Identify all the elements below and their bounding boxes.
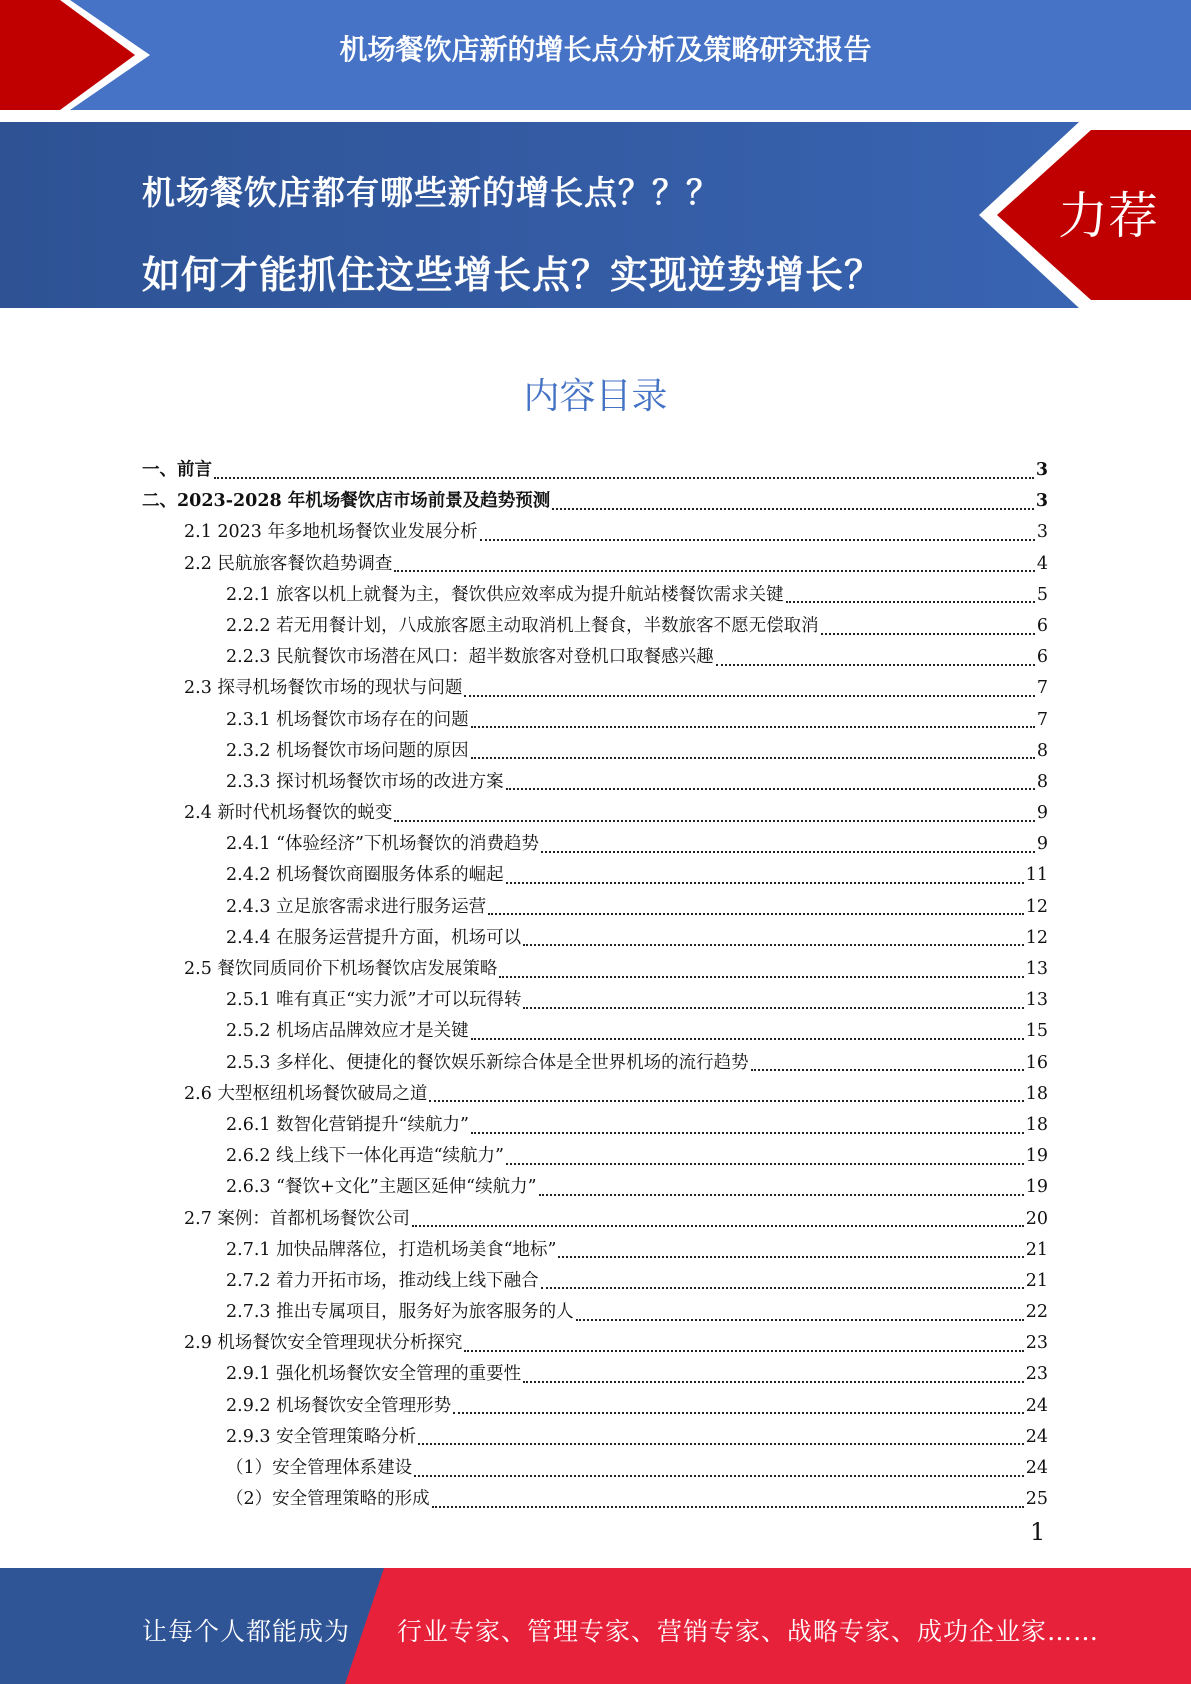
toc-dot-leader	[751, 1069, 1024, 1071]
toc-entry-title: 2.9.2 机场餐饮安全管理形势	[226, 1395, 452, 1416]
toc-dot-leader	[523, 1381, 1024, 1383]
toc-entry[interactable]	[142, 798, 1048, 829]
toc-dot-leader	[214, 477, 1034, 479]
toc-entry-page: 4	[1036, 553, 1048, 574]
toc-entry-title: 2.2.2 若无用餐计划，八成旅客愿主动取消机上餐食，半数旅客不愿无偿取消	[226, 615, 819, 636]
toc-entry[interactable]	[142, 1141, 1048, 1172]
toc-entry[interactable]	[142, 736, 1048, 767]
toc-dot-leader	[418, 1443, 1024, 1445]
toc-entry[interactable]	[142, 923, 1048, 954]
page-number: 1	[1030, 1518, 1046, 1546]
toc-entry-title: 2.3.1 机场餐饮市场存在的问题	[226, 709, 469, 730]
toc-entry-title: 2.5.1 唯有真正“实力派”才可以玩得转	[226, 990, 522, 1011]
toc-entry[interactable]	[142, 1297, 1048, 1328]
toc-entry-page: 19	[1025, 1177, 1048, 1198]
toc-entry[interactable]	[142, 1172, 1048, 1203]
toc-entry-page: 5	[1036, 584, 1048, 605]
toc-entry-page: 16	[1025, 1052, 1048, 1073]
toc-entry-page: 8	[1036, 740, 1048, 761]
toc-dot-leader	[552, 508, 1034, 510]
toc-entry-page: 13	[1025, 959, 1048, 979]
toc-heading: 内容目录	[523, 376, 668, 417]
toc-entry-page: 3	[1035, 491, 1048, 512]
toc-entry-title: 2.4.2 机场餐饮商圈服务体系的崛起	[226, 865, 504, 886]
toc-dot-leader	[558, 1256, 1023, 1258]
toc-entry-page: 18	[1025, 1114, 1048, 1135]
toc-entry[interactable]	[142, 1359, 1048, 1390]
toc-entry[interactable]	[142, 954, 1048, 985]
toc-entry[interactable]	[142, 829, 1048, 860]
toc-entry[interactable]	[142, 673, 1048, 704]
toc-entry-page: 6	[1036, 615, 1048, 636]
toc-entry-page: 24	[1025, 1426, 1048, 1447]
toc-dot-leader	[716, 664, 1035, 666]
toc-entry[interactable]	[142, 1422, 1048, 1453]
toc-dot-leader	[471, 726, 1035, 728]
toc-entry-page: 15	[1025, 1021, 1048, 1042]
recommend-badge-label: 力荐	[1058, 187, 1158, 245]
toc-entry-title: （1）安全管理体系建设	[226, 1458, 413, 1478]
toc-dot-leader	[412, 1225, 1024, 1227]
toc-entry-page: 8	[1036, 771, 1048, 792]
toc-entry-page: 9	[1036, 834, 1048, 855]
toc-entry-title: 2.4 新时代机场餐饮的蜕变	[184, 803, 393, 824]
toc-entry-title: 2.1 2023 年多地机场餐饮业发展分析	[184, 522, 478, 543]
toc-entry-title: 2.7 案例：首都机场餐饮公司	[184, 1208, 410, 1229]
toc-entry-title: 2.6.1 数智化营销提升“续航力”	[226, 1114, 469, 1135]
toc-entry-page: 3	[1036, 522, 1048, 543]
toc-entry[interactable]	[142, 705, 1048, 736]
toc-entry-title: 二、2023-2028 年机场餐饮店市场前景及趋势预测	[142, 491, 551, 512]
toc-entry[interactable]	[142, 767, 1048, 798]
toc-entry[interactable]	[142, 1453, 1048, 1484]
toc-dot-leader	[506, 882, 1024, 884]
toc-entry[interactable]	[142, 1079, 1048, 1110]
hero-question-2: 如何才能抓住这些增长点？实现逆势增长？	[142, 253, 884, 297]
toc-entry-title: 2.5.2 机场店品牌效应才是关键	[226, 1021, 469, 1042]
report-title: 机场餐饮店新的增长点分析及策略研究报告	[339, 33, 872, 66]
toc-dot-leader	[506, 788, 1035, 790]
toc-entry-title: 2.4.3 立足旅客需求进行服务运营	[226, 896, 487, 917]
top-header-bar	[0, 0, 1191, 110]
toc-entry-title: 2.3 探寻机场餐饮市场的现状与问题	[184, 678, 463, 699]
hero-band	[0, 122, 1191, 308]
toc-entry[interactable]	[142, 549, 1048, 580]
toc-entry-page: 23	[1025, 1333, 1048, 1354]
toc-entry-page: 12	[1025, 896, 1048, 917]
toc-entry[interactable]	[142, 860, 1048, 891]
toc-entry-title: 2.6 大型枢纽机场餐饮破局之道	[184, 1083, 428, 1104]
hero-question-1: 机场餐饮店都有哪些新的增长点？？？	[142, 173, 720, 212]
toc-entry-page: 24	[1025, 1458, 1048, 1478]
toc-entry-page: 22	[1025, 1302, 1048, 1323]
toc-entry[interactable]	[142, 1016, 1048, 1047]
toc-dot-leader	[464, 1350, 1023, 1352]
toc-entry-title: 2.3.3 探讨机场餐饮市场的改进方案	[226, 771, 504, 792]
toc-entry-title: （2）安全管理策略的形成	[226, 1489, 430, 1510]
toc-dot-leader	[539, 1194, 1024, 1196]
toc-dot-leader	[499, 976, 1023, 978]
toc-entry-page: 6	[1036, 647, 1048, 668]
toc-entry[interactable]	[142, 642, 1048, 673]
toc-entry[interactable]	[142, 1110, 1048, 1141]
toc-entry-title: 2.7.1 加快品牌落位，打造机场美食“地标”	[226, 1239, 557, 1260]
toc-dot-leader	[453, 1412, 1024, 1414]
toc-entry[interactable]	[142, 580, 1048, 611]
toc-entry-title: 2.9.3 安全管理策略分析	[226, 1426, 417, 1447]
toc-dot-leader	[541, 851, 1035, 853]
toc-entry[interactable]	[142, 892, 1048, 923]
table-of-contents	[142, 455, 1048, 1515]
toc-entry-title: 一、前言	[142, 460, 212, 480]
toc-entry-title: 2.5 餐饮同质同价下机场餐饮店发展策略	[184, 959, 498, 979]
toc-entry[interactable]	[142, 1204, 1048, 1235]
toc-entry-page: 24	[1025, 1395, 1048, 1416]
footer-slogan-left: 让每个人都能成为	[142, 1617, 351, 1646]
toc-entry[interactable]	[142, 1266, 1048, 1297]
toc-entry-page: 19	[1025, 1146, 1048, 1167]
toc-entry-page: 9	[1036, 803, 1048, 824]
toc-dot-leader	[464, 695, 1034, 697]
toc-entry[interactable]	[142, 1048, 1048, 1079]
toc-entry-page: 23	[1025, 1364, 1048, 1385]
toc-entry-page: 7	[1036, 709, 1048, 730]
toc-dot-leader	[480, 539, 1035, 541]
toc-entry-page: 12	[1025, 927, 1048, 948]
toc-entry[interactable]	[142, 1484, 1048, 1515]
toc-entry-page: 3	[1035, 460, 1048, 480]
toc-entry-title: 2.9.1 强化机场餐饮安全管理的重要性	[226, 1364, 522, 1385]
toc-entry[interactable]	[142, 455, 1048, 486]
toc-dot-leader	[429, 1100, 1023, 1102]
toc-dot-leader	[523, 1007, 1023, 1009]
toc-dot-leader	[394, 820, 1034, 822]
toc-dot-leader	[523, 944, 1024, 946]
toc-dot-leader	[471, 1038, 1024, 1040]
toc-entry[interactable]	[142, 1391, 1048, 1422]
toc-dot-leader	[576, 1319, 1024, 1321]
toc-entry-title: 2.2.1 旅客以机上就餐为主，餐饮供应效率成为提升航站楼餐饮需求关键	[226, 584, 784, 605]
toc-entry-page: 11	[1025, 865, 1048, 886]
toc-entry-title: 2.2 民航旅客餐饮趋势调查	[184, 553, 393, 574]
toc-dot-leader	[432, 1506, 1024, 1508]
toc-entry-page: 21	[1025, 1270, 1048, 1291]
toc-entry[interactable]	[142, 517, 1048, 548]
toc-entry-title: 2.7.3 推出专属项目，服务好为旅客服务的人	[226, 1302, 574, 1323]
toc-entry-title: 2.7.2 着力开拓市场，推动线上线下融合	[226, 1270, 539, 1291]
toc-entry[interactable]	[142, 486, 1048, 517]
toc-dot-leader	[471, 1132, 1024, 1134]
toc-dot-leader	[821, 633, 1035, 635]
toc-entry-page: 18	[1025, 1083, 1048, 1104]
toc-dot-leader	[786, 601, 1035, 603]
toc-entry[interactable]	[142, 611, 1048, 642]
toc-entry-title: 2.9 机场餐饮安全管理现状分析探究	[184, 1333, 463, 1354]
toc-entry[interactable]	[142, 1328, 1048, 1359]
toc-entry-title: 2.4.1 “体验经济”下机场餐饮的消费趋势	[226, 834, 539, 855]
toc-entry-page: 21	[1025, 1239, 1048, 1260]
footer-slogan-right: 行业专家、管理专家、营销专家、战略专家、成功企业家……	[397, 1617, 1100, 1646]
toc-dot-leader	[541, 1287, 1024, 1289]
toc-entry[interactable]	[142, 1235, 1048, 1266]
toc-entry-title: 2.4.4 在服务运营提升方面，机场可以	[226, 927, 522, 948]
toc-entry-title: 2.3.2 机场餐饮市场问题的原因	[226, 740, 469, 761]
toc-entry-title: 2.5.3 多样化、便捷化的餐饮娱乐新综合体是全世界机场的流行趋势	[226, 1052, 749, 1073]
toc-dot-leader	[488, 913, 1024, 915]
toc-dot-leader	[414, 1475, 1024, 1477]
toc-entry-page: 13	[1025, 990, 1048, 1011]
toc-dot-leader	[471, 757, 1035, 759]
toc-dot-leader	[394, 570, 1034, 572]
toc-dot-leader	[506, 1163, 1024, 1165]
toc-entry-page: 20	[1025, 1208, 1048, 1229]
toc-entry[interactable]	[142, 985, 1048, 1016]
toc-entry-page: 25	[1025, 1489, 1048, 1510]
toc-entry-title: 2.6.3 “餐饮+文化”主题区延伸“续航力”	[226, 1177, 537, 1198]
toc-entry-title: 2.2.3 民航餐饮市场潜在风口：超半数旅客对登机口取餐感兴趣	[226, 647, 714, 668]
toc-entry-title: 2.6.2 线上线下一体化再造“续航力”	[226, 1146, 504, 1167]
toc-entry-page: 7	[1036, 678, 1048, 699]
